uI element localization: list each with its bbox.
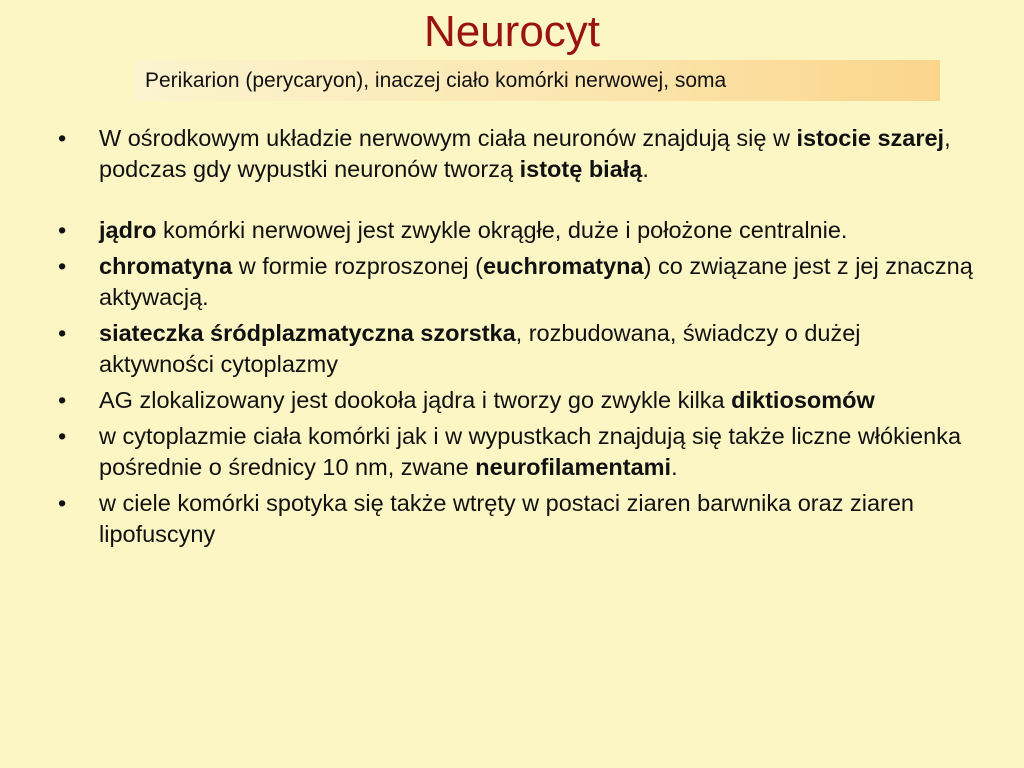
bullet-text: ) co związane jest z jej znaczną aktywacją. [99, 253, 973, 310]
slide-subtitle: Perikarion (perycaryon), inaczej ciało komórki nerwowej, soma [133, 60, 940, 101]
bullet-text: w formie rozproszonej ( [232, 253, 483, 279]
bullet-bold-term: euchromatyna [482, 253, 644, 279]
bullet-bold-term: diktiosomów [731, 387, 875, 413]
bullet-item-rough-er [56, 318, 976, 380]
bullet-text: W ośrodkowym układzie nerwowym ciała neuronów znajdują się w [99, 125, 797, 151]
bullet-list [56, 123, 976, 555]
bullet-dot-icon: • [58, 423, 67, 449]
bullet-text: . [671, 454, 678, 480]
bullet-item-neurofilaments [56, 421, 976, 483]
bullet-text: , podczas gdy wypustki neuronów tworzą [99, 125, 951, 182]
bullet-dot-icon: • [58, 217, 67, 243]
bullet-item-nucleus [56, 215, 976, 246]
bullet-bold-term: chromatyna [99, 253, 233, 279]
bullet-text: w cytoplazmie ciała komórki jak i w wypustkach znajdują się także liczne włókienka pośrednie o średnicy 10 nm, zwane [99, 423, 962, 480]
bullet-dot-icon: • [58, 320, 67, 346]
slide-title: Neurocyt [423, 7, 601, 56]
bullet-dot-icon: • [58, 490, 67, 516]
bullet-bold-term: neurofilamentami [475, 454, 672, 480]
bullet-text: AG zlokalizowany jest dookoła jądra i tworzy go zwykle kilka [99, 387, 732, 413]
bullet-item-inclusions [56, 488, 976, 550]
bullet-item-gray-matter [56, 123, 976, 185]
bullet-text: w ciele komórki spotyka się także wtręty w postaci ziaren barwnika oraz ziaren lipofuscyny [99, 490, 914, 547]
bullet-text: . [642, 156, 649, 182]
bullet-text: , rozbudowana, świadczy o dużej aktywności cytoplazmy [99, 320, 861, 377]
bullet-dot-icon: • [58, 253, 67, 279]
bullet-bold-term: istotę białą [519, 156, 643, 182]
bullet-bold-term: jądro [99, 217, 157, 243]
bullet-bold-term: istocie szarej [796, 125, 945, 151]
bullet-item-chromatin [56, 251, 976, 313]
bullet-text: komórki nerwowej jest zwykle okrągłe, duże i położone centralnie. [156, 217, 848, 243]
bullet-bold-term: siateczka śródplazmatyczna szorstka [99, 320, 516, 346]
bullet-dot-icon: • [58, 387, 67, 413]
bullet-item-golgi [56, 385, 976, 416]
bullet-dot-icon: • [58, 125, 67, 151]
